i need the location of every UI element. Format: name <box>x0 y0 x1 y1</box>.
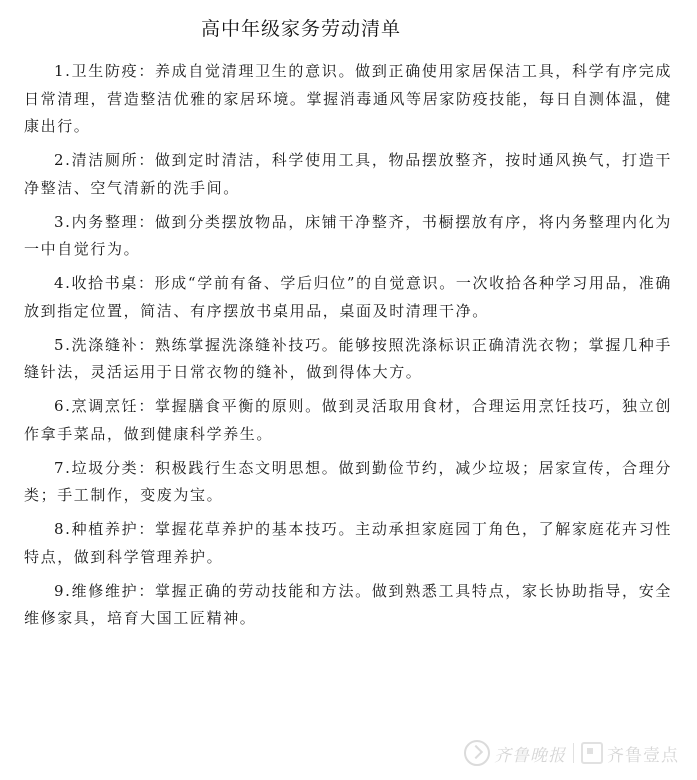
item-heading: 内务整理： <box>71 212 155 231</box>
item-text: 熟练掌握洗涤缝补技巧。能够按照洗涤标识正确清洗衣物；掌握几种手缝针法，灵活运用于日常衣物的缝补，做到得体大方。 <box>24 335 672 381</box>
item-number: 6. <box>54 397 72 415</box>
item-heading: 洗涤缝补： <box>71 335 155 354</box>
watermark <box>464 740 679 766</box>
item-number: 9. <box>54 581 72 600</box>
item-heading: 清洁厕所： <box>71 151 155 169</box>
item-heading: 种植养护： <box>71 520 155 538</box>
list-item <box>24 455 672 510</box>
watermark-divider <box>573 743 574 763</box>
document-title: 高中年级家务劳动清单 <box>200 18 401 40</box>
list-item <box>24 147 672 202</box>
item-number: 4. <box>54 274 72 292</box>
item-number: 8. <box>54 520 72 538</box>
list-item <box>24 516 672 571</box>
square-logo-icon <box>581 742 603 764</box>
list-item <box>24 58 672 141</box>
item-text: 做到定时清洁，科学使用工具，物品摆放整齐，按时通风换气，打造干净整洁、空气清新的洗手间。 <box>24 151 672 197</box>
item-heading: 卫生防疫： <box>71 62 155 80</box>
item-text: 掌握膳食平衡的原则。做到灵活取用食材，合理运用烹饪技巧，独立创作拿手菜品，做到健康科学养生。 <box>24 397 672 443</box>
chore-list <box>24 58 672 639</box>
item-text: 形成“学前有备、学后归位”的自觉意识。一次收拾各种学习用品，准确放到指定位置，简洁、有序摆放书桌用品，桌面及时清理干净。 <box>24 274 672 320</box>
item-text: 做到分类摆放物品，床铺干净整齐，书橱摆放有序，将内务整理内化为一中自觉行为。 <box>24 212 672 258</box>
list-item <box>24 332 672 387</box>
swirl-logo-icon <box>464 740 490 766</box>
item-heading: 烹调烹饪： <box>71 397 155 415</box>
list-item <box>24 209 672 264</box>
list-item <box>24 393 672 448</box>
item-number: 3. <box>54 212 72 231</box>
item-heading: 收拾书桌： <box>71 274 155 292</box>
item-number: 1. <box>54 62 72 80</box>
list-item <box>24 578 672 633</box>
item-text: 养成自觉清理卫生的意识。做到正确使用家居保洁工具，科学有序完成日常清理，营造整洁优雅的家居环境。掌握消毒通风等居家防疫技能，每日自测体温，健康出行。 <box>24 62 672 135</box>
watermark-right-text: 齐鲁壹点 <box>607 745 679 766</box>
watermark-left-text: 齐鲁晚报 <box>494 745 566 766</box>
item-text: 积极践行生态文明思想。做到勤俭节约，减少垃圾；居家宣传，合理分类；手工制作，变废为宝。 <box>24 458 672 504</box>
item-number: 2. <box>54 151 72 169</box>
item-number: 5. <box>54 335 72 354</box>
item-text: 掌握花草养护的基本技巧。主动承担家庭园丁角色，了解家庭花卉习性特点，做到科学管理养护。 <box>24 520 672 566</box>
item-heading: 维修维护： <box>71 581 155 600</box>
item-text: 掌握正确的劳动技能和方法。做到熟悉工具特点，家长协助指导，安全维修家具，培育大国工匠精神。 <box>24 581 672 627</box>
list-item <box>24 270 672 325</box>
item-number: 7. <box>54 458 72 477</box>
item-heading: 垃圾分类： <box>71 458 155 477</box>
